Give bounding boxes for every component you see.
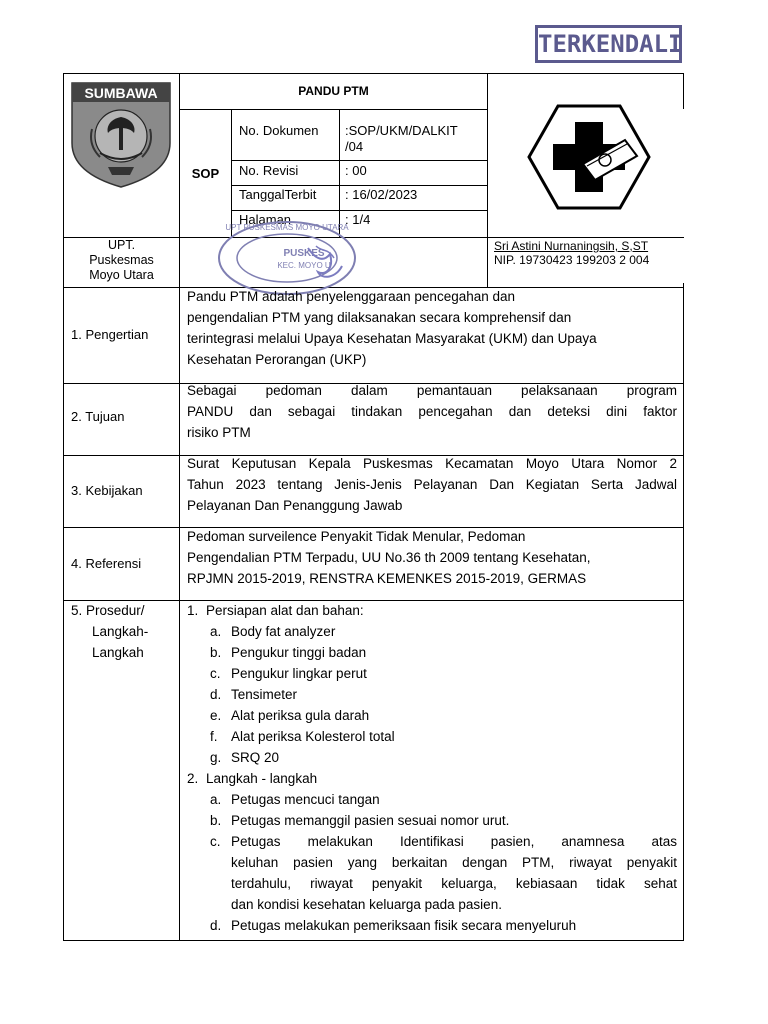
section-text-kebijakan: Surat Keputusan Kepala Puskesmas Kecamatan Moyo Utara Nomor 2 Tahun 2023 tentang Jenis-Jenis Pelayanan Dan Kegiatan Serta Jadwal Pelayanan Dan Penanggung Jawab xyxy=(187,456,677,513)
sop-label: SOP xyxy=(191,166,220,181)
field-value-halaman: : 1/4 xyxy=(345,212,371,227)
field-value-no-dokumen: :SOP/UKM/DALKIT xyxy=(345,123,458,138)
list-item: SRQ 20 xyxy=(231,750,280,765)
list-item: Pengukur tinggi badan xyxy=(231,645,367,660)
list-item: Petugas mencuci tangan xyxy=(231,792,380,807)
field-label-no-dokumen: No. Dokumen xyxy=(239,123,319,138)
list-item: Body fat analyzer xyxy=(231,624,336,639)
list-marker: g. xyxy=(210,750,222,765)
list-marker: c. xyxy=(210,834,221,849)
step-1-number: 1. xyxy=(187,603,199,618)
organization-name: UPT. Puskesmas Moyo Utara xyxy=(89,238,154,282)
section-label-referensi: 4. Referensi xyxy=(71,556,142,571)
list-marker: b. xyxy=(210,813,222,828)
list-marker: a. xyxy=(210,792,222,807)
svg-text:PUSKES: PUSKES xyxy=(283,248,325,259)
svg-text:KEC. MOYO U: KEC. MOYO U xyxy=(277,261,331,270)
field-value-no-dokumen-cont: /04 xyxy=(345,139,364,154)
list-item: Alat periksa Kolesterol total xyxy=(231,729,395,744)
section-label-tujuan: 2. Tujuan xyxy=(71,409,125,424)
table-border xyxy=(63,73,64,940)
list-item: Pengukur lingkar perut xyxy=(231,666,367,681)
official-name: Sri Astini Nurnaningsih, S,ST xyxy=(494,239,649,253)
logo-text: SUMBAWA xyxy=(84,85,158,101)
official-nip: NIP. 19730423 199203 2 004 xyxy=(494,253,650,267)
list-item: Petugas melakukan Identifikasi pasien, anamnesa atas keluhan pasien yang berkaitan dengan PTM, riwayat penyakit terdahulu, riwayat penyakit keluarga, kebiasaan tidak sehat dan kondisi kesehatan keluarga pada pasien. xyxy=(231,834,677,912)
section-text-tujuan: Sebagai pedoman dalam pemantauan pelaksanaan program PANDU dan sebagai tindakan pencegahan dan deteksi dini faktor risiko PTM xyxy=(187,383,677,440)
status-stamp: TERKENDALI xyxy=(535,25,682,63)
section-label-prosedur: 5. Prosedur/ Langkah- Langkah xyxy=(71,603,149,660)
table-border xyxy=(231,160,487,161)
list-marker: c. xyxy=(210,666,221,681)
section-text-referensi: Pedoman surveilence Penyakit Tidak Menular, Pedoman Pengendalian PTM Terpadu, UU No.36 th 2009 tentang Kesehatan, RPJMN 2015-2019, RENSTRA KEMENKES 2015-2019, GERMAS xyxy=(187,529,591,586)
step-1-title: Persiapan alat dan bahan: xyxy=(206,603,364,618)
table-border xyxy=(63,73,684,74)
table-border xyxy=(231,210,487,211)
table-border xyxy=(487,73,488,287)
list-marker: e. xyxy=(210,708,222,723)
table-border xyxy=(683,283,684,940)
field-value-tanggal-terbit: : 16/02/2023 xyxy=(345,187,418,202)
field-label-tanggal-terbit: TanggalTerbit xyxy=(239,187,317,202)
list-marker: a. xyxy=(210,624,222,639)
list-marker: f. xyxy=(210,729,218,744)
list-item: Tensimeter xyxy=(231,687,298,702)
table-border xyxy=(63,940,684,941)
table-border xyxy=(179,73,180,940)
table-border xyxy=(179,109,487,110)
svg-text:UPT PUSKESMAS MOYO UTARA: UPT PUSKESMAS MOYO UTARA xyxy=(225,223,349,232)
step-2-title: Langkah - langkah xyxy=(206,771,318,786)
section-label-kebijakan: 3. Kebijakan xyxy=(71,483,143,498)
list-item: Petugas memanggil pasien sesuai nomor urut. xyxy=(231,813,510,828)
sumbawa-logo xyxy=(70,81,172,189)
list-marker: b. xyxy=(210,645,222,660)
list-item: Petugas melakukan pemeriksaan fisik secara menyeluruh xyxy=(231,918,577,933)
field-value-no-revisi: : 00 xyxy=(345,163,367,178)
field-label-halaman: Halaman xyxy=(239,212,292,227)
section-text-pengertian: Pandu PTM adalah penyelenggaraan pencegahan dan pengendalian PTM yang dilaksanakan secara komprehensif dan terintegrasi melalui Upaya Kesehatan Masyarakat (UKM) dan Upaya Kesehatan Perorangan (UKP) xyxy=(187,289,597,367)
table-border xyxy=(63,600,684,601)
puskesmas-logo xyxy=(527,104,651,210)
list-marker: d. xyxy=(210,687,222,702)
document-title: PANDU PTM xyxy=(298,84,369,98)
list-marker: d. xyxy=(210,918,222,933)
table-border xyxy=(231,185,487,186)
list-item: Alat periksa gula darah xyxy=(231,708,370,723)
step-2-number: 2. xyxy=(187,771,199,786)
section-label-pengertian: 1. Pengertian xyxy=(71,327,149,342)
table-border xyxy=(683,73,684,109)
field-label-no-revisi: No. Revisi xyxy=(239,163,299,178)
